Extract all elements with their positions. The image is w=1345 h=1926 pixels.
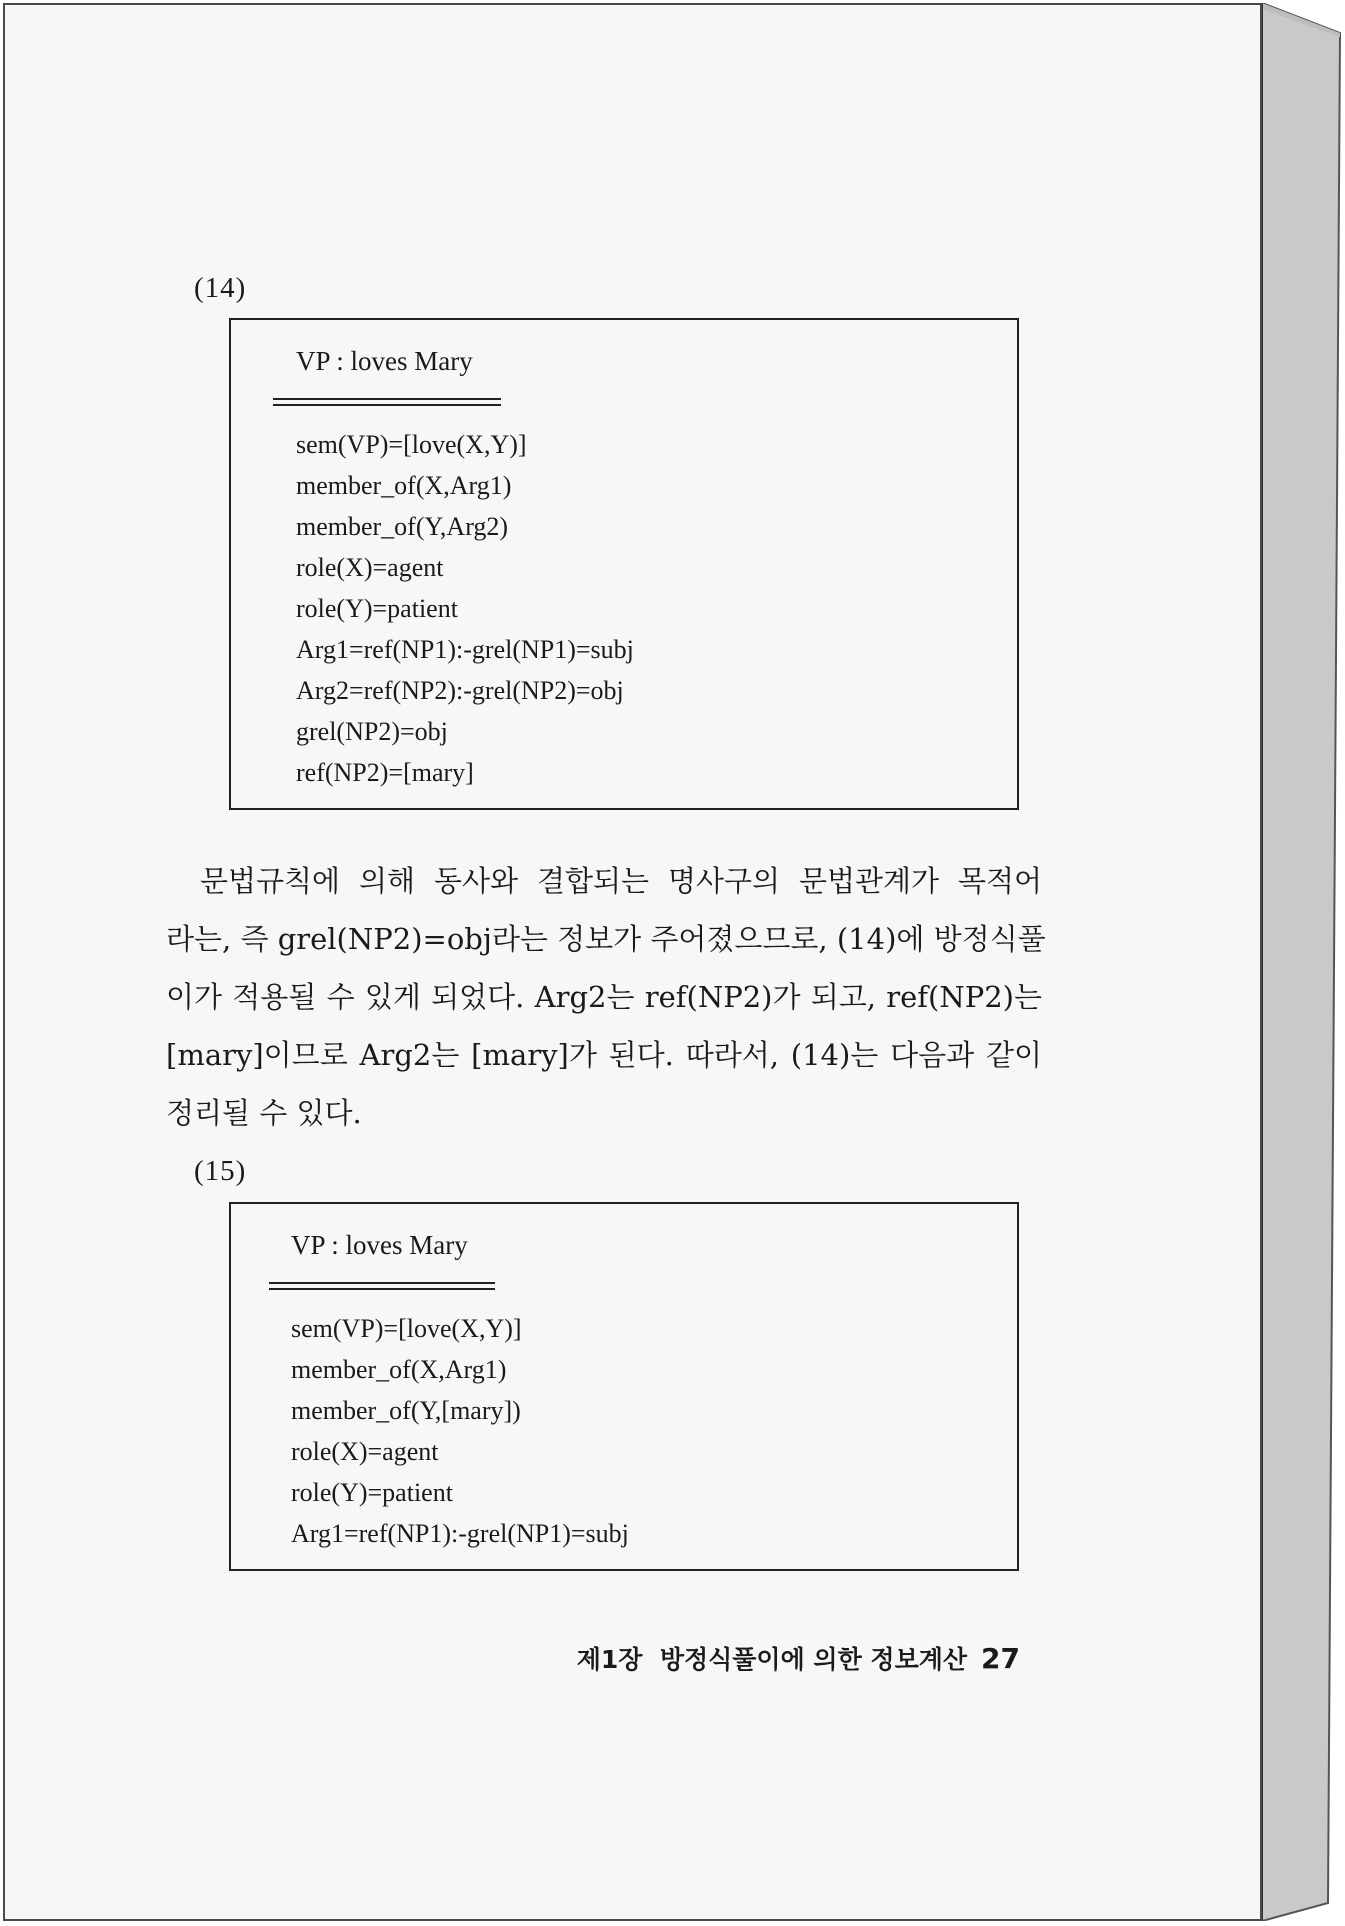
- rule-line: member_of(X,Arg1): [296, 471, 512, 500]
- rule-line: role(X)=agent: [291, 1437, 439, 1466]
- rule-line: member_of(Y,[mary]): [291, 1396, 521, 1425]
- example-14-rule-list: [296, 424, 634, 793]
- rule-line: Arg1=ref(NP1):-grel(NP1)=subj: [291, 1519, 629, 1548]
- example-14-double-rule: [273, 398, 501, 406]
- rule-line: role(X)=agent: [296, 553, 444, 582]
- rule-line: Arg2=ref(NP2):-grel(NP2)=obj: [296, 676, 624, 705]
- rule-line: ref(NP2)=[mary]: [296, 758, 474, 787]
- rule-line: grel(NP2)=obj: [296, 717, 448, 746]
- body-paragraph: [166, 852, 1046, 1142]
- example-14-title: VP : loves Mary: [296, 346, 473, 376]
- rule-line: Arg1=ref(NP1):-grel(NP1)=subj: [296, 635, 634, 664]
- rule-line: member_of(X,Arg1): [291, 1355, 507, 1384]
- example-15-rule-list: [291, 1308, 629, 1554]
- page-number: 27: [981, 1642, 1020, 1675]
- paragraph-line: 라는, 즉 grel(NP2)=obj라는 정보가 주어졌으므로, (14)에 방정식풀: [166, 922, 1046, 956]
- paragraph-line: 이가 적용될 수 있게 되었다. Arg2는 ref(NP2)가 되고, ref(NP2)는: [166, 980, 1042, 1014]
- example-14-label: (14): [194, 272, 247, 304]
- paragraph-line: [mary]이므로 Arg2는 [mary]가 된다. 따라서, (14)는 다음과 같이: [166, 1038, 1042, 1072]
- paragraph-line: 문법규칙에 의해 동사와 결합되는 명사구의 문법관계가 목적어: [200, 864, 1042, 898]
- rule-line: sem(VP)=[love(X,Y)]: [296, 430, 527, 459]
- book-edge: [1262, 3, 1342, 1921]
- example-15-label: (15): [194, 1155, 247, 1187]
- chapter-title: 제1장 방정식풀이에 의한 정보계산: [576, 1645, 968, 1674]
- rule-line: sem(VP)=[love(X,Y)]: [291, 1314, 522, 1343]
- rule-line: role(Y)=patient: [291, 1478, 453, 1507]
- page-footer: [560, 1640, 1020, 1676]
- example-15-title: VP : loves Mary: [291, 1230, 468, 1260]
- paragraph-line: 정리될 수 있다.: [166, 1096, 362, 1130]
- rule-line: role(Y)=patient: [296, 594, 458, 623]
- rule-line: member_of(Y,Arg2): [296, 512, 509, 541]
- example-15-box: [229, 1202, 1019, 1571]
- example-15-double-rule: [269, 1282, 495, 1290]
- example-14-box: [229, 318, 1019, 810]
